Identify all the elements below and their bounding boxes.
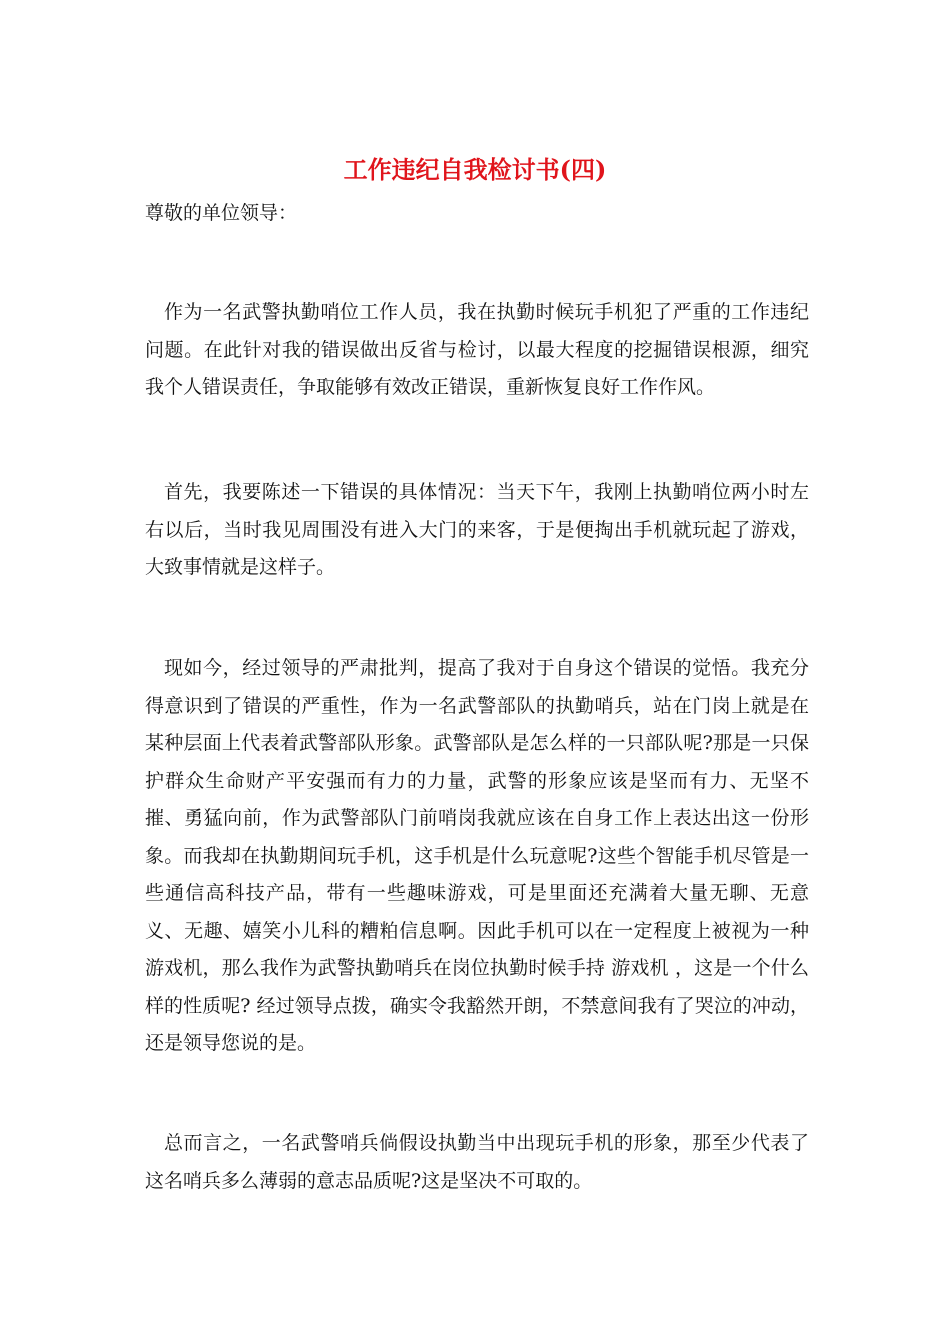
paragraph-3: 现如今，经过领导的严肃批判，提高了我对于自身这个错误的觉悟。我充分得意识到了错误的严重性，作为一名武警部队的执勤哨兵，站在门岗上就是在某种层面上代表着武警部队形象。武警部队是怎么样的一只部队呢?那是一只保护群众生命财产平安强而有力的力量，武警的形象应该是坚而有力、无坚不摧、勇猛向前，作为武警部队门前哨岗我就应该在自身工作上表达出这一份形象。而我却在执勤期间玩手机，这手机是什么玩意呢?这些个智能手机尽管是一些通信高科技产品，带有一些趣味游戏，可是里面还充满着大量无聊、无意义、无趣、嬉笑小儿科的糟粕信息啊。因此手机可以在一定程度上被视为一种游戏机，那么我作为武警执勤哨兵在岗位执勤时候手持 游戏机 ，这是一个什么样的性质呢? 经过领导点拨，确实令我豁然开朗，不禁意间我有了哭泣的冲动，还是领导您说的是。 [145,657,809,1054]
paragraph-2: 首先，我要陈述一下错误的具体情况：当天下午，我刚上执勤哨位两小时左右以后，当时我见周围没有进入大门的来客，于是便掏出手机就玩起了游戏，大致事情就是这样子。 [145,481,809,578]
document-title: 工作违纪自我检讨书(四) [343,155,607,184]
paragraph-4: 总而言之，一名武警哨兵倘假设执勤当中出现玩手机的形象，那至少代表了这名哨兵多么薄弱的意志品质呢?这是坚决不可取的。 [145,1132,809,1192]
salutation: 尊敬的单位领导： [145,202,298,224]
paragraph-1: 作为一名武警执勤哨位工作人员，我在执勤时候玩手机犯了严重的工作违纪问题。在此针对我的错误做出反省与检讨，以最大程度的挖掘错误根源，细究我个人错误责任，争取能够有效改正错误，重新恢复良好工作作风。 [145,301,809,398]
